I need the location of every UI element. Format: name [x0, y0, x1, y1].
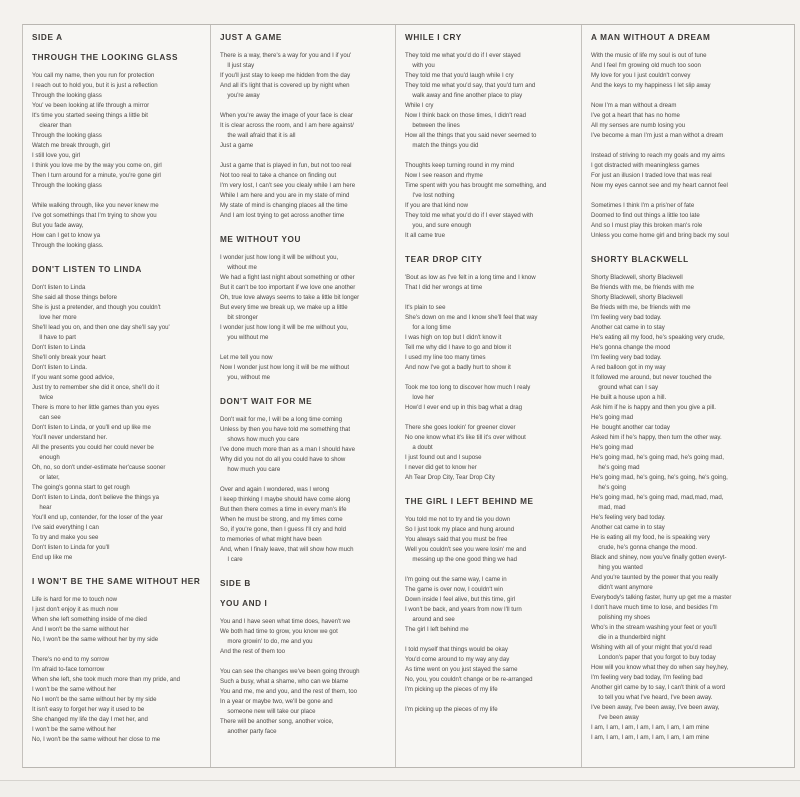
lyric-line: or later, — [36, 474, 60, 481]
song-block — [405, 255, 581, 483]
lyrics-column-2 — [211, 25, 396, 767]
lyric-line: he's going — [595, 484, 626, 491]
lyric-line: I won't be the same without her — [32, 726, 117, 733]
lyric-line: Now I wonder just how long it will be me without — [220, 364, 350, 371]
lyric-line: I've got a heart that has no home — [591, 112, 680, 119]
lyric-line: shows how much you care — [224, 436, 300, 443]
lyric-line: When she left something inside of me died — [32, 616, 147, 623]
lyric-line: Through the looking glass — [32, 182, 102, 189]
lyric-line: You' ve been looking at life through a mirror — [32, 102, 150, 109]
lyric-line: ll have to part — [36, 334, 76, 341]
lyric-line: Over and again I wondered, was I wrong — [220, 486, 330, 493]
lyrics-stanza — [32, 655, 210, 745]
lyric-line: match the things you did — [409, 142, 479, 149]
lyrics-column-3 — [396, 25, 582, 767]
lyric-line: It all came true — [405, 232, 445, 239]
lyric-line: Don't wait for me, I will be a long time coming — [220, 416, 343, 423]
lyric-line: I keep thinking I maybe should have come along — [220, 496, 351, 503]
lyric-line: you're away — [224, 92, 260, 99]
song-title: JUST A GAME — [220, 33, 282, 42]
lyric-line: Don't listen to Linda — [32, 344, 86, 351]
lyric-line: No, I won't be the same without her by my side — [32, 636, 159, 643]
lyric-line: die in a thunderbird night — [595, 634, 666, 641]
lyrics-stanza — [220, 51, 395, 101]
lyric-line: Oh, no, so don't under-estimate her'cause sooner — [32, 464, 166, 471]
lyrics-stanza — [405, 383, 581, 413]
lyric-line: No, I won't be the same without her close to me — [32, 736, 161, 743]
lyric-line: I never did get to know her — [405, 464, 477, 471]
lyric-line: In a year or maybe two, we'll be gone and — [220, 698, 333, 705]
lyric-line: While I am here and you are in my state of mind — [220, 192, 350, 199]
lyric-line: London's paper that you forgot to buy today — [595, 654, 716, 661]
lyric-line: I'm feeling very bad today. — [591, 314, 662, 321]
lyric-line: Oh, true love always seems to take a little bit longer — [220, 294, 360, 301]
lyric-line: Now I think back on those times, I didn't read — [405, 112, 527, 119]
lyric-line: We had a fight last night about something or other — [220, 274, 355, 281]
lyric-line: how much you care — [224, 466, 281, 473]
lyric-line: Through the looking glass — [32, 132, 102, 139]
lyric-line: to memories of what might have been — [220, 536, 322, 543]
lyric-line: I care — [224, 556, 243, 563]
lyrics-stanza — [32, 201, 210, 251]
lyric-line: I've been away, I've been away, I've been away, — [591, 704, 720, 711]
lyric-line: 'Bout as low as I've felt in a long time and I know — [405, 274, 536, 281]
lyric-line: you, without me — [224, 374, 271, 381]
song-block — [405, 33, 581, 241]
lyric-line: Unless by then you have told me something that — [220, 426, 351, 433]
lyrics-stanza — [405, 303, 581, 373]
song-title: THROUGH THE LOOKING GLASS — [32, 53, 178, 62]
lyric-line: I used my line too many times — [405, 354, 486, 361]
song-block — [220, 235, 395, 383]
lyric-line: messing up the one good thing we had — [409, 556, 518, 563]
lyric-line: They told me what you'd do if I ever stayed — [405, 52, 521, 59]
lyric-line: to tell you what I've heard, I've been away. — [595, 694, 713, 701]
lyric-line: Tell me why did I have to go and blow it — [405, 344, 512, 351]
song-title: ME WITHOUT YOU — [220, 235, 302, 244]
lyric-line: He's going mad, he's going mad, mad,mad, mad, — [591, 494, 724, 501]
lyric-line: I am, I am, I am, I am, I am, I am, I am mine — [591, 724, 710, 731]
lyric-line: No I won't be the same without her by my side — [32, 696, 157, 703]
lyric-line: Unless you come home girl and bring back my soul — [591, 232, 729, 239]
lyric-line: mad, mad — [595, 504, 626, 511]
lyric-line: He is eating all my food, he is speaking very — [591, 534, 710, 541]
lyric-line: I'm going out the same way, I came in — [405, 576, 507, 583]
lyric-line: without me — [224, 264, 257, 271]
lyrics-stanza — [591, 273, 794, 743]
side-heading: SIDE B — [220, 579, 251, 588]
lyric-line: around and see — [409, 616, 455, 623]
lyric-line: My state of mind is changing places all the time — [220, 202, 348, 209]
lyric-line: he's going mad — [595, 464, 640, 471]
lyric-line: If you want some good advice, — [32, 374, 115, 381]
lyric-line: love her more — [36, 314, 77, 321]
lyric-line: You call my name, then you run for protection — [32, 72, 155, 79]
lyric-line: If you'll just stay to keep me hidden from the day — [220, 72, 351, 79]
lyric-line: I won't be the same without her — [32, 686, 117, 693]
lyric-line: There she goes lookin' for greener clover — [405, 424, 516, 431]
lyric-line: Not too real to take a chance on finding out — [220, 172, 337, 179]
lyric-line: I wonder just how long it will be without you, — [220, 254, 339, 261]
lyric-line: Through the looking glass — [32, 92, 102, 99]
song-title: THE GIRL I LEFT BEHIND ME — [405, 497, 534, 506]
lyrics-stanza — [220, 161, 395, 221]
lyrics-stanza — [220, 485, 395, 565]
lyric-line: Just a game that is played in fun, but not too real — [220, 162, 352, 169]
lyric-line: There is a way, there's a way for you and I if you' — [220, 52, 352, 59]
lyric-line: How'd I ever end up in this bag what a drag — [405, 404, 523, 411]
lyric-line: Then I turn around for a minute, you're gone girl — [32, 172, 161, 179]
lyric-line: And I am lost trying to get across another time — [220, 212, 345, 219]
lyric-line: She said all those things before — [32, 294, 118, 301]
lyric-line: I just found out and I supose — [405, 454, 482, 461]
lyric-line: No, you, you couldn't change or be re-arranged — [405, 676, 533, 683]
lyric-line: So, if you're gone, then I guess I'll cry and hold — [220, 526, 346, 533]
lyric-line: They told me what you'd do if I ever stayed with — [405, 212, 534, 219]
lyrics-stanza — [220, 253, 395, 343]
lyrics-stanza — [405, 161, 581, 241]
lyric-line: You'll never understand her. — [32, 434, 108, 441]
lyric-line: But you fade away, — [32, 222, 84, 229]
song-block — [405, 497, 581, 715]
lyric-line: And the keys to my happiness I let slip away — [591, 82, 711, 89]
lyric-line: When you're away the image of your face is clear — [220, 112, 353, 119]
lyric-line: I won't be back, and years from now I'll turn — [405, 606, 522, 613]
lyric-line: Instead of striving to reach my goals and my aims — [591, 152, 725, 159]
lyric-line: It isn't easy to forget her way it used to be — [32, 706, 145, 713]
lyric-line: Doomed to find out things a little too late — [591, 212, 700, 219]
lyrics-column-4 — [582, 25, 795, 767]
lyric-line: My love for you I just couldn't convey — [591, 72, 691, 79]
lyric-line: You and I have seen what time does, haven't we — [220, 618, 351, 625]
lyric-line: They told me what you'd say, that you'd turn and — [405, 82, 536, 89]
lyric-line: I reach out to hold you, but it is just a reflection — [32, 82, 158, 89]
lyric-line: She changed my life the day I met her, and — [32, 716, 148, 723]
lyric-line: You'd come around to my way any day — [405, 656, 510, 663]
lyric-line: Time spent with you has brought me something, and — [405, 182, 547, 189]
lyric-line: Everybody's talking faster, hurry up get me a master — [591, 594, 732, 601]
lyric-line: Just a game — [220, 142, 254, 149]
lyric-line: Such a busy, what a shame, who can we blame — [220, 678, 349, 685]
song-block — [32, 33, 210, 251]
lyric-line: Life is hard for me to touch now — [32, 596, 118, 603]
song-block — [220, 579, 395, 737]
lyric-line: Just try to remember she did it once, she'll do it — [32, 384, 160, 391]
song-block — [591, 33, 794, 241]
lyric-line: Be frieds with me, be friends with me — [591, 304, 691, 311]
song-block — [220, 397, 395, 565]
lyric-line: Let me tell you now — [220, 354, 273, 361]
lyric-line: clearer than — [36, 122, 72, 129]
lyric-line: someone new will take our place — [224, 708, 316, 715]
lyric-line: How can I get to know ya — [32, 232, 101, 239]
lyric-line: They told me that you'd laugh while I cry — [405, 72, 514, 79]
lyric-line: I told myself that things would be okay — [405, 646, 508, 653]
lyric-line: Another girl came by to say, I can't think of a word — [591, 684, 726, 691]
lyric-line: You always said that you must be free — [405, 536, 508, 543]
lyric-line: Shorty Blackwell, shorty Blackwell — [591, 274, 683, 281]
lyric-line: polishing my shoes — [595, 614, 651, 621]
lyric-line: hing you wanted — [595, 564, 643, 571]
lyric-line: You told me not to try and tie you down — [405, 516, 511, 523]
lyric-line: He's feeling very bad today. — [591, 514, 666, 521]
lyric-line: He built a house upon a hill. — [591, 394, 667, 401]
lyric-line: Now my eyes cannot see and my heart cannot feel — [591, 182, 728, 189]
lyric-line: Sometimes I think I'm a pris'ner of fate — [591, 202, 695, 209]
lyrics-stanza — [32, 283, 210, 563]
lyric-line: He's eating all my food, he's speaking very crude, — [591, 334, 725, 341]
lyric-line: Don't listen to Linda — [32, 284, 86, 291]
lyric-line: There's no end to my sorrow — [32, 656, 110, 663]
lyrics-stanza — [591, 101, 794, 141]
lyric-line: While walking through, like you never knew me — [32, 202, 159, 209]
lyric-line: And you're taunted by the power that you really — [591, 574, 719, 581]
lyric-line: End up like me — [32, 554, 73, 561]
lyric-line: When he must be strong, and my times come — [220, 516, 343, 523]
lyric-line: She's down on me and I know she'll feel that way — [405, 314, 538, 321]
lyric-line: twice — [36, 394, 54, 401]
lyric-line: It is clear across the room, and I am here against/ — [220, 122, 354, 129]
lyric-line: He's going mad — [591, 414, 634, 421]
lyrics-stanza — [220, 667, 395, 737]
lyric-line: Down inside I feel alive, but this time, girl — [405, 596, 516, 603]
lyric-line: And, when I finaly leave, that will show how much — [220, 546, 354, 553]
lyric-line: And I feel I'm growing old much too soon — [591, 62, 701, 69]
lyric-line: I still love you, girl — [32, 152, 81, 159]
lyric-line: Don't listen to Linda for you'll — [32, 544, 110, 551]
lyric-line: A red balloon got in my way — [591, 364, 666, 371]
lyric-line: As time went on you just stayed the same — [405, 666, 518, 673]
lyric-line: For just an illusion I traded love that was real — [591, 172, 712, 179]
lyrics-stanza — [32, 595, 210, 645]
song-title: TEAR DROP CITY — [405, 255, 483, 264]
lyric-line: Watch me break through, girl — [32, 142, 111, 149]
lyric-line: When she left, she took much more than my pride, and — [32, 676, 181, 683]
lyric-line: And so I must play this broken man's role — [591, 222, 703, 229]
lyrics-stanza — [405, 705, 581, 715]
lyric-line: Why did you not do all you could have to show — [220, 456, 346, 463]
lyrics-stanza — [405, 273, 581, 293]
lyric-line: Another cat came in to stay — [591, 524, 665, 531]
lyrics-stanza — [32, 71, 210, 191]
lyrics-stanza — [405, 423, 581, 483]
lyric-line: To try and make you see — [32, 534, 99, 541]
lyric-line: I am, I am, I am, I am, I am, I am, I am mine — [591, 734, 710, 741]
lyric-line: you, and sure enough — [409, 222, 472, 229]
lyric-line: Wishing with all of your might that you'd read — [591, 644, 712, 651]
lyric-line: I'm feeling very bad today, I'm feeling bad — [591, 674, 703, 681]
side-heading: SIDE A — [32, 33, 63, 42]
lyric-line: So I just took my place and hung around — [405, 526, 515, 533]
lyric-line: She'll lead you on, and then one day she'll say you' — [32, 324, 170, 331]
lyric-line: between the lines — [409, 122, 460, 129]
lyric-line: Shorty Blackwell, shorty Blackwell — [591, 294, 683, 301]
lyric-line: Took me too long to discover how much I realy — [405, 384, 531, 391]
lyric-line: And all it's light that is covered up by night when — [220, 82, 350, 89]
lyrics-stanza — [220, 353, 395, 383]
lyric-line: I've got somethings that I'm trying to show you — [32, 212, 157, 219]
lyric-line: It's time you started seeing things a little bit — [32, 112, 148, 119]
lyric-line: I just don't enjoy it as much now — [32, 606, 119, 613]
lyric-line: He's going mad, he's going, he's going, he's going, — [591, 474, 728, 481]
lyric-line: There is more to her little games than you eyes — [32, 404, 160, 411]
lyric-line: You and me, me and you, and the rest of them, too — [220, 688, 357, 695]
song-title: DON'T LISTEN TO LINDA — [32, 265, 142, 274]
lyric-line: Now I see reason and rhyme — [405, 172, 483, 179]
lyric-sheet — [22, 24, 795, 768]
lyric-line: crude, he's gonna change the mood. — [595, 544, 698, 551]
lyric-line: No one know what it's like till it's over without — [405, 434, 526, 441]
lyric-line: didn't want anymore — [595, 584, 653, 591]
lyrics-stanza — [405, 575, 581, 635]
song-title: SHORTY BLACKWELL — [591, 255, 689, 264]
lyric-line: I'm feeling very bad today. — [591, 354, 662, 361]
lyrics-column-1 — [23, 25, 211, 767]
lyric-line: How all the things that you said never seemed to — [405, 132, 537, 139]
lyric-line: He's gonna change the mood — [591, 344, 671, 351]
lyric-line: I'm very lost, I can't see you clealy while I am here — [220, 182, 356, 189]
lyric-line: I got distracted with meaningless games — [591, 162, 700, 169]
lyric-line: How will you know what they do when say hey,hey, — [591, 664, 729, 671]
lyric-line: love her — [409, 394, 435, 401]
lyric-line: the wall afraid that it is all — [224, 132, 296, 139]
lyrics-stanza — [591, 201, 794, 241]
lyric-line: And the rest of them too — [220, 648, 286, 655]
lyric-line: I've done much more than as a man I should have — [220, 446, 355, 453]
lyric-line: I've become a man I'm just a man withot a dream — [591, 132, 724, 139]
lyric-line: The game is over now, I couldn't win — [405, 586, 504, 593]
lyric-line: I've said everything I can — [32, 524, 99, 531]
lyric-line: I've lost nothing — [409, 192, 455, 199]
lyric-line: Ask him if he is happy and then you give a pill. — [591, 404, 716, 411]
lyric-line: The girl I left behind me — [405, 626, 469, 633]
lyric-line: hear — [36, 504, 52, 511]
song-title: YOU AND I — [220, 599, 268, 608]
lyric-line: Ah Tear Drop City, Tear Drop City — [405, 474, 495, 481]
song-title: A MAN WITHOUT A DREAM — [591, 33, 711, 42]
lyric-line: can see — [36, 414, 61, 421]
lyrics-stanza — [591, 151, 794, 191]
lyric-line: ground what can I say — [595, 384, 659, 391]
lyric-line: But then there comes a time in every man's life — [220, 506, 347, 513]
lyric-line: If you are that kind now — [405, 202, 469, 209]
lyric-line: But every time we break up, we make up a little — [220, 304, 348, 311]
lyric-line: I don't have much time to lose, and besides I'm — [591, 604, 718, 611]
lyric-line: Through the looking glass. — [32, 242, 104, 249]
lyric-line: It followed me around, but never touched the — [591, 374, 712, 381]
lyric-line: She is just a pretender, and though you couldn't — [32, 304, 161, 311]
song-block — [32, 577, 210, 745]
lyric-line: Don't listen to Linda, or you'll end up like me — [32, 424, 151, 431]
lyric-line: All my senses are numb losing you — [591, 122, 686, 129]
song-block — [591, 255, 794, 743]
lyrics-stanza — [405, 515, 581, 565]
lyric-line: I wonder just how long it will be me without you, — [220, 324, 349, 331]
lyric-line: He bought another car today — [591, 424, 670, 431]
lyric-line: Now I'm a man without a dream — [591, 102, 677, 109]
lyric-line: With the music of life my soul is out of tune — [591, 52, 707, 59]
lyrics-stanza — [220, 617, 395, 657]
lyric-line: with you — [409, 62, 435, 69]
lyric-line: Another cat came in to stay — [591, 324, 665, 331]
lyric-line: I'm afraid to-face tomorrow — [32, 666, 105, 673]
lyrics-stanza — [591, 51, 794, 91]
lyric-line: I've been away — [595, 714, 639, 721]
lyric-line: you without me — [224, 334, 269, 341]
lyric-line: a doubt — [409, 444, 433, 451]
lyric-line: Be friends with me, be friends with me — [591, 284, 694, 291]
lyric-line: Don't listen to Linda, don't believe the things ya — [32, 494, 159, 501]
lyric-line: You can see the changes we've been going through — [220, 668, 360, 675]
lyrics-stanza — [405, 645, 581, 695]
lyric-line: And I won't be the same without her — [32, 626, 129, 633]
lyric-line: I'm picking up the pieces of my life — [405, 706, 498, 713]
lyric-line: I'm picking up the pieces of my life — [405, 686, 498, 693]
lyric-line: While I cry — [405, 102, 434, 109]
sheet-bottom-edge — [0, 780, 800, 797]
lyric-line: We both had time to grow, you know we got — [220, 628, 338, 635]
lyric-line: He's going mad, he's going mad, he's going mad, — [591, 454, 724, 461]
lyrics-stanza — [220, 111, 395, 151]
lyric-line: The going's gonna start to get rough — [32, 484, 130, 491]
lyric-line: It's plain to see — [405, 304, 446, 311]
lyric-line: All the presents you could her could never be — [32, 444, 154, 451]
lyric-line: walk away and fine another place to play — [409, 92, 523, 99]
lyric-line: I was high on top but I didn't know it — [405, 334, 502, 341]
lyric-line: Black and shiney, now you've finally gotten everyt- — [591, 554, 727, 561]
lyric-line: ll just stay — [224, 62, 255, 69]
lyric-line: Asked him if he's happy, then turn the other way. — [591, 434, 722, 441]
lyrics-stanza — [220, 415, 395, 475]
lyric-line: enough — [36, 454, 60, 461]
lyric-line: He's going mad — [591, 444, 634, 451]
lyric-line: And now I've got a badly hurt to show it — [405, 364, 511, 371]
song-title: I WON'T BE THE SAME WITHOUT HER — [32, 577, 201, 586]
lyric-line: Thoughts keep turning round in my mind — [405, 162, 515, 169]
lyric-line: bit stronger — [224, 314, 258, 321]
song-block — [32, 265, 210, 563]
lyric-line: That I did her wrongs at time — [405, 284, 483, 291]
lyric-line: more growin' to do, me and you — [224, 638, 313, 645]
lyric-line: another party face — [224, 728, 277, 735]
lyric-line: for a long time — [409, 324, 451, 331]
lyric-line: Who's in the stream washing your feet or you'll — [591, 624, 717, 631]
lyrics-stanza — [405, 51, 581, 151]
lyric-line: She'll only break your heart — [32, 354, 106, 361]
song-title: DON'T WAIT FOR ME — [220, 397, 313, 406]
lyric-line: There will be another song, another voice, — [220, 718, 334, 725]
lyric-line: You'll end up, contender, for the loser of the year — [32, 514, 163, 521]
song-title: WHILE I CRY — [405, 33, 462, 42]
lyric-line: But it can't be too important if we love one another — [220, 284, 356, 291]
song-block — [220, 33, 395, 221]
lyric-line: I think you love me by the way you come on, girl — [32, 162, 162, 169]
lyric-line: Don't listen to Linda. — [32, 364, 88, 371]
lyric-line: Well you couldn't see you were losin' me and — [405, 546, 527, 553]
